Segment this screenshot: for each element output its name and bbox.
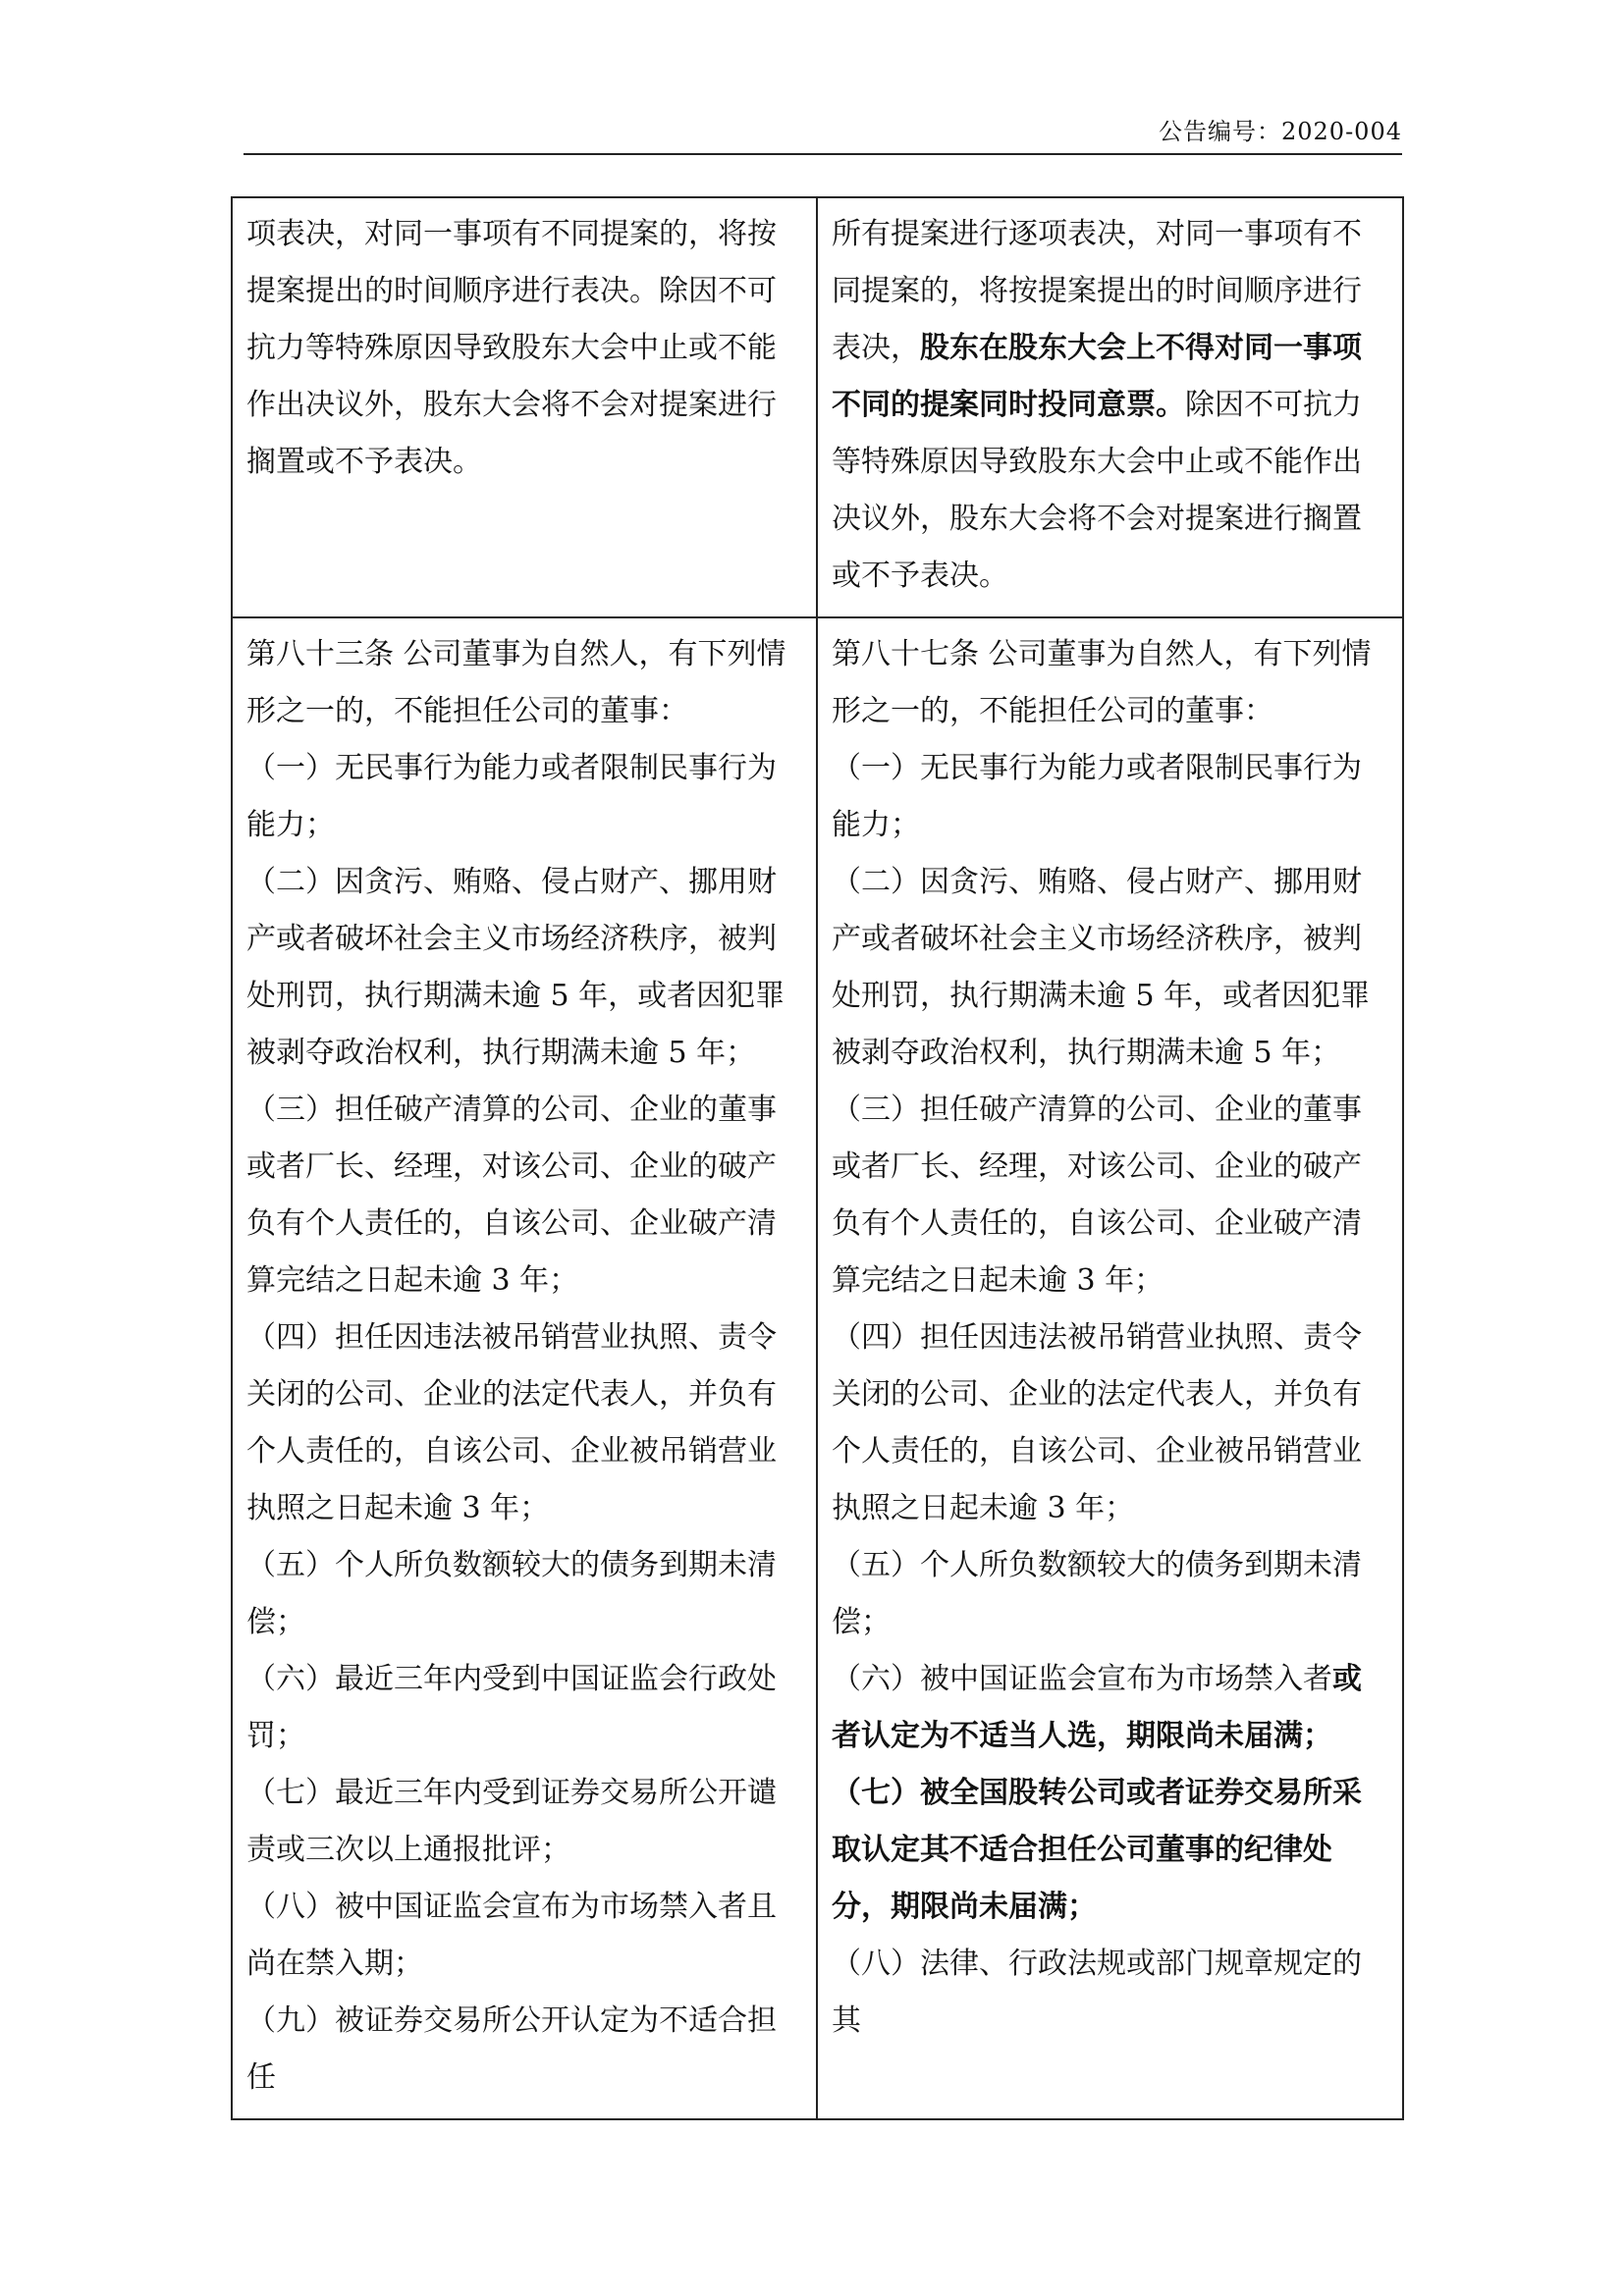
clause-item: （二）因贪污、贿赂、侵占财产、挪用财产或者破坏社会主义市场经济秩序，被判处刑罚，执行期满未逾 5 年，或者因犯罪被剥夺政治权利，执行期满未逾 5 年； [246,865,785,1070]
original-clause-cell [232,197,817,617]
table-row [232,617,1403,2119]
clause-item: （五）个人所负数额较大的债务到期未清偿； [832,1548,1362,1639]
article-83-heading: 第八十三条 公司董事为自然人，有下列情形之一的，不能担任公司的董事： [246,637,786,728]
clause-item: （三）担任破产清算的公司、企业的董事或者厂长、经理，对该公司、企业的破产负有个人责任的，自该公司、企业破产清算完结之日起未逾 3 年； [832,1093,1362,1298]
clause-text-added: 股东在股东大会上不得对同一事项不同的提案同时投同意票。 [832,331,1362,422]
clause-paragraph: 项表决，对同一事项有不同提案的，将按提案提出的时间顺序进行表决。除因不可抗力等特殊原因导致股东大会中止或不能作出决议外，股东大会将不会对提案进行搁置或不予表决。 [246,217,777,479]
clause-paragraph [832,206,1388,605]
revised-clause-cell [817,197,1403,617]
clause-text: （六）被中国证监会宣布为市场禁入者 [832,1662,1332,1696]
clause-item: （七）最近三年内受到证券交易所公开谴责或三次以上通报批评； [246,1776,777,1867]
clause-item: （八）法律、行政法规或部门规章规定的其 [832,1947,1362,2038]
clause-item [832,1651,1388,1765]
clause-item: （三）担任破产清算的公司、企业的董事或者厂长、经理，对该公司、企业的破产负有个人责任的，自该公司、企业破产清算完结之日起未逾 3 年； [246,1093,777,1298]
clause-item: （五）个人所负数额较大的债务到期未清偿； [246,1548,777,1639]
article-87-heading: 第八十七条 公司董事为自然人，有下列情形之一的，不能担任公司的董事： [832,637,1372,728]
clause-item: （四）担任因违法被吊销营业执照、责令关闭的公司、企业的法定代表人，并负有个人责任的，自该公司、企业被吊销营业执照之日起未逾 3 年； [246,1320,777,1525]
revised-clause-cell [817,617,1403,2119]
clause-item: （六）最近三年内受到中国证监会行政处罚； [246,1662,777,1753]
clause-item: （八）被中国证监会宣布为市场禁入者且尚在禁入期； [246,1890,777,1981]
clause-text-added: 或者认定为不适当人选，期限尚未届满； [832,1662,1362,1753]
amendment-comparison-table [231,196,1404,2120]
notice-number: 公告编号：2020-004 [1159,118,1402,145]
clause-text: 除因不可抗力等特殊原因导致股东大会中止或不能作出决议外，股东大会将不会对提案进行搁置或不予表决。 [832,388,1362,593]
clause-text: 所有提案进行逐项表决，对同一事项有不同提案的，将按提案提出的时间顺序进行表决， [832,217,1362,365]
clause-item: （九）被证券交易所公开认定为不适合担任 [246,2003,777,2095]
clause-item: （二）因贪污、贿赂、侵占财产、挪用财产或者破坏社会主义市场经济秩序，被判处刑罚，执行期满未逾 5 年，或者因犯罪被剥夺政治权利，执行期满未逾 5 年； [832,865,1371,1070]
table-row [232,197,1403,617]
clause-item-added: （七）被全国股转公司或者证券交易所采取认定其不适合担任公司董事的纪律处分，期限尚未届满； [832,1776,1362,1924]
clause-item: （一）无民事行为能力或者限制民事行为能力； [832,751,1362,842]
original-clause-cell [232,617,817,2119]
clause-item: （四）担任因违法被吊销营业执照、责令关闭的公司、企业的法定代表人，并负有个人责任的，自该公司、企业被吊销营业执照之日起未逾 3 年； [832,1320,1362,1525]
page-header [244,116,1402,155]
clause-item: （一）无民事行为能力或者限制民事行为能力； [246,751,777,842]
